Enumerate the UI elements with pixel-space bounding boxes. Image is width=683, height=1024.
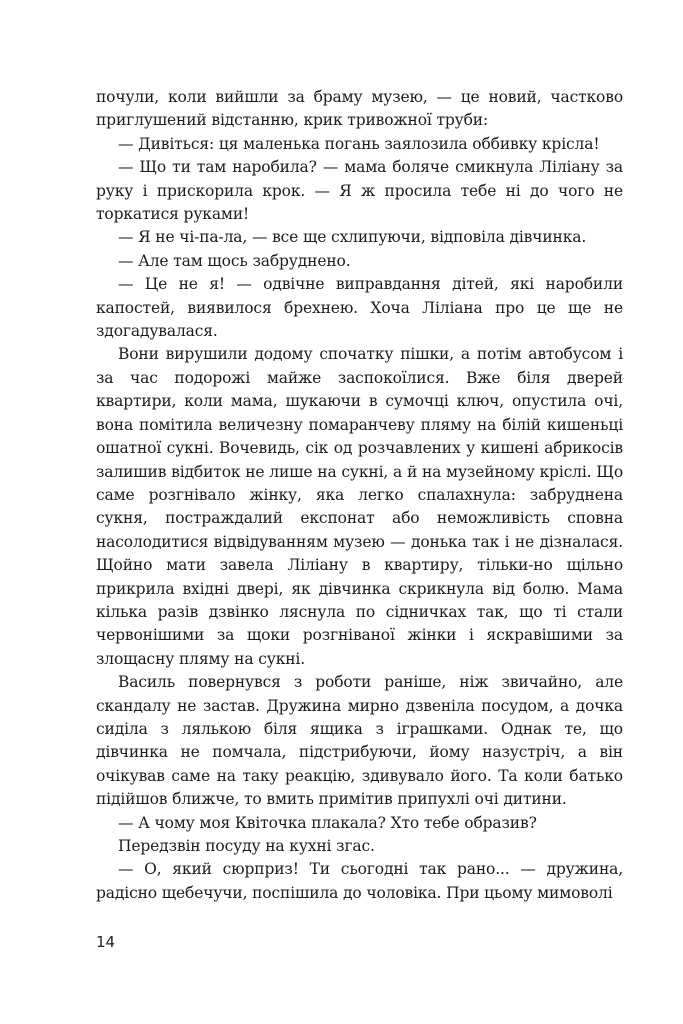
body-text <box>96 86 623 905</box>
paragraph: — А чому моя Квіточка плакала? Хто тебе образив? <box>118 813 537 832</box>
paragraph: Передзвін посуду на кухні згас. <box>118 837 375 855</box>
paragraph: — Що ти там наробила? — мама боляче смикнула Ліліану за руку і прискорила крок. — Я ж просила тебе ні до чого не торкатися руками! <box>96 158 623 224</box>
paragraph: — Я не чі-па-ла, — все ще схлипуючи, відповіла дівчинка. <box>118 228 587 247</box>
paragraph: — Дивіться: ця маленька погань заялозила оббивку крісла! <box>118 134 600 153</box>
paragraph: — Це не я! — одвічне виправдання дітей, які наробили капостей, виявилося брехнею. Хоча Ліліана про це ще не здогадувалася. <box>96 275 623 341</box>
paragraph: Василь повернувся з роботи раніше, ніж звичайно, але скандалу не застав. Дружина мирно дзвеніла посудом, а дочка сиділа з лялькою біля ящика з іграшками. Однак те, що дівчинка не помчала, підстрибуючи, йому назустріч, а він очікував саме на таку реакцію, здивувало його. Та коли батько підійшов ближче, то вмить примітив припухлі очі дитини. <box>96 673 623 809</box>
paragraph: почули, коли вийшли за браму музею, — це новий, частково приглушений відстанню, крик тривожної труби: <box>96 88 623 130</box>
paragraph: — О, який сюрприз! Ти сьогодні так рано... — дружина, радісно щебечучи, поспішила до чоловіка. При цьому мимоволі <box>96 860 623 902</box>
paragraph: Вони вирушили додому спочатку пішки, а потім автобусом і за час подорожі майже заспокоїлися. Вже біля дверей квартири, коли мама, шукаючи в сумочці ключ, опустила очі, вона помітила величезну помаранчеву пляму на білій кишеньці ошатної сукні. Вочевидь, сік од розчавлених у кишені абрикосів залишив відбиток не лише на сукні, а й на музейному кріслі. Що саме розгнівало жінку, яка легко спалахнула: забруднена сукня, постраждалий експонат або неможливість сповна насолодитися відвідуванням музею — донька так і не дізналася. Щойно мати завела Ліліану в квартиру, тільки-но щільно прикрила вхідні двері, як дівчинка скрикнула від болю. Мама кілька разів дзвінко ляснула по сідничках так, що ті стали червонішими за щоки розгніваної жінки і яскравішими за злощасну пляму на сукні. <box>96 345 623 668</box>
paragraph: — Але там щось забруднено. <box>118 251 351 270</box>
page-number: 14 <box>96 933 116 951</box>
